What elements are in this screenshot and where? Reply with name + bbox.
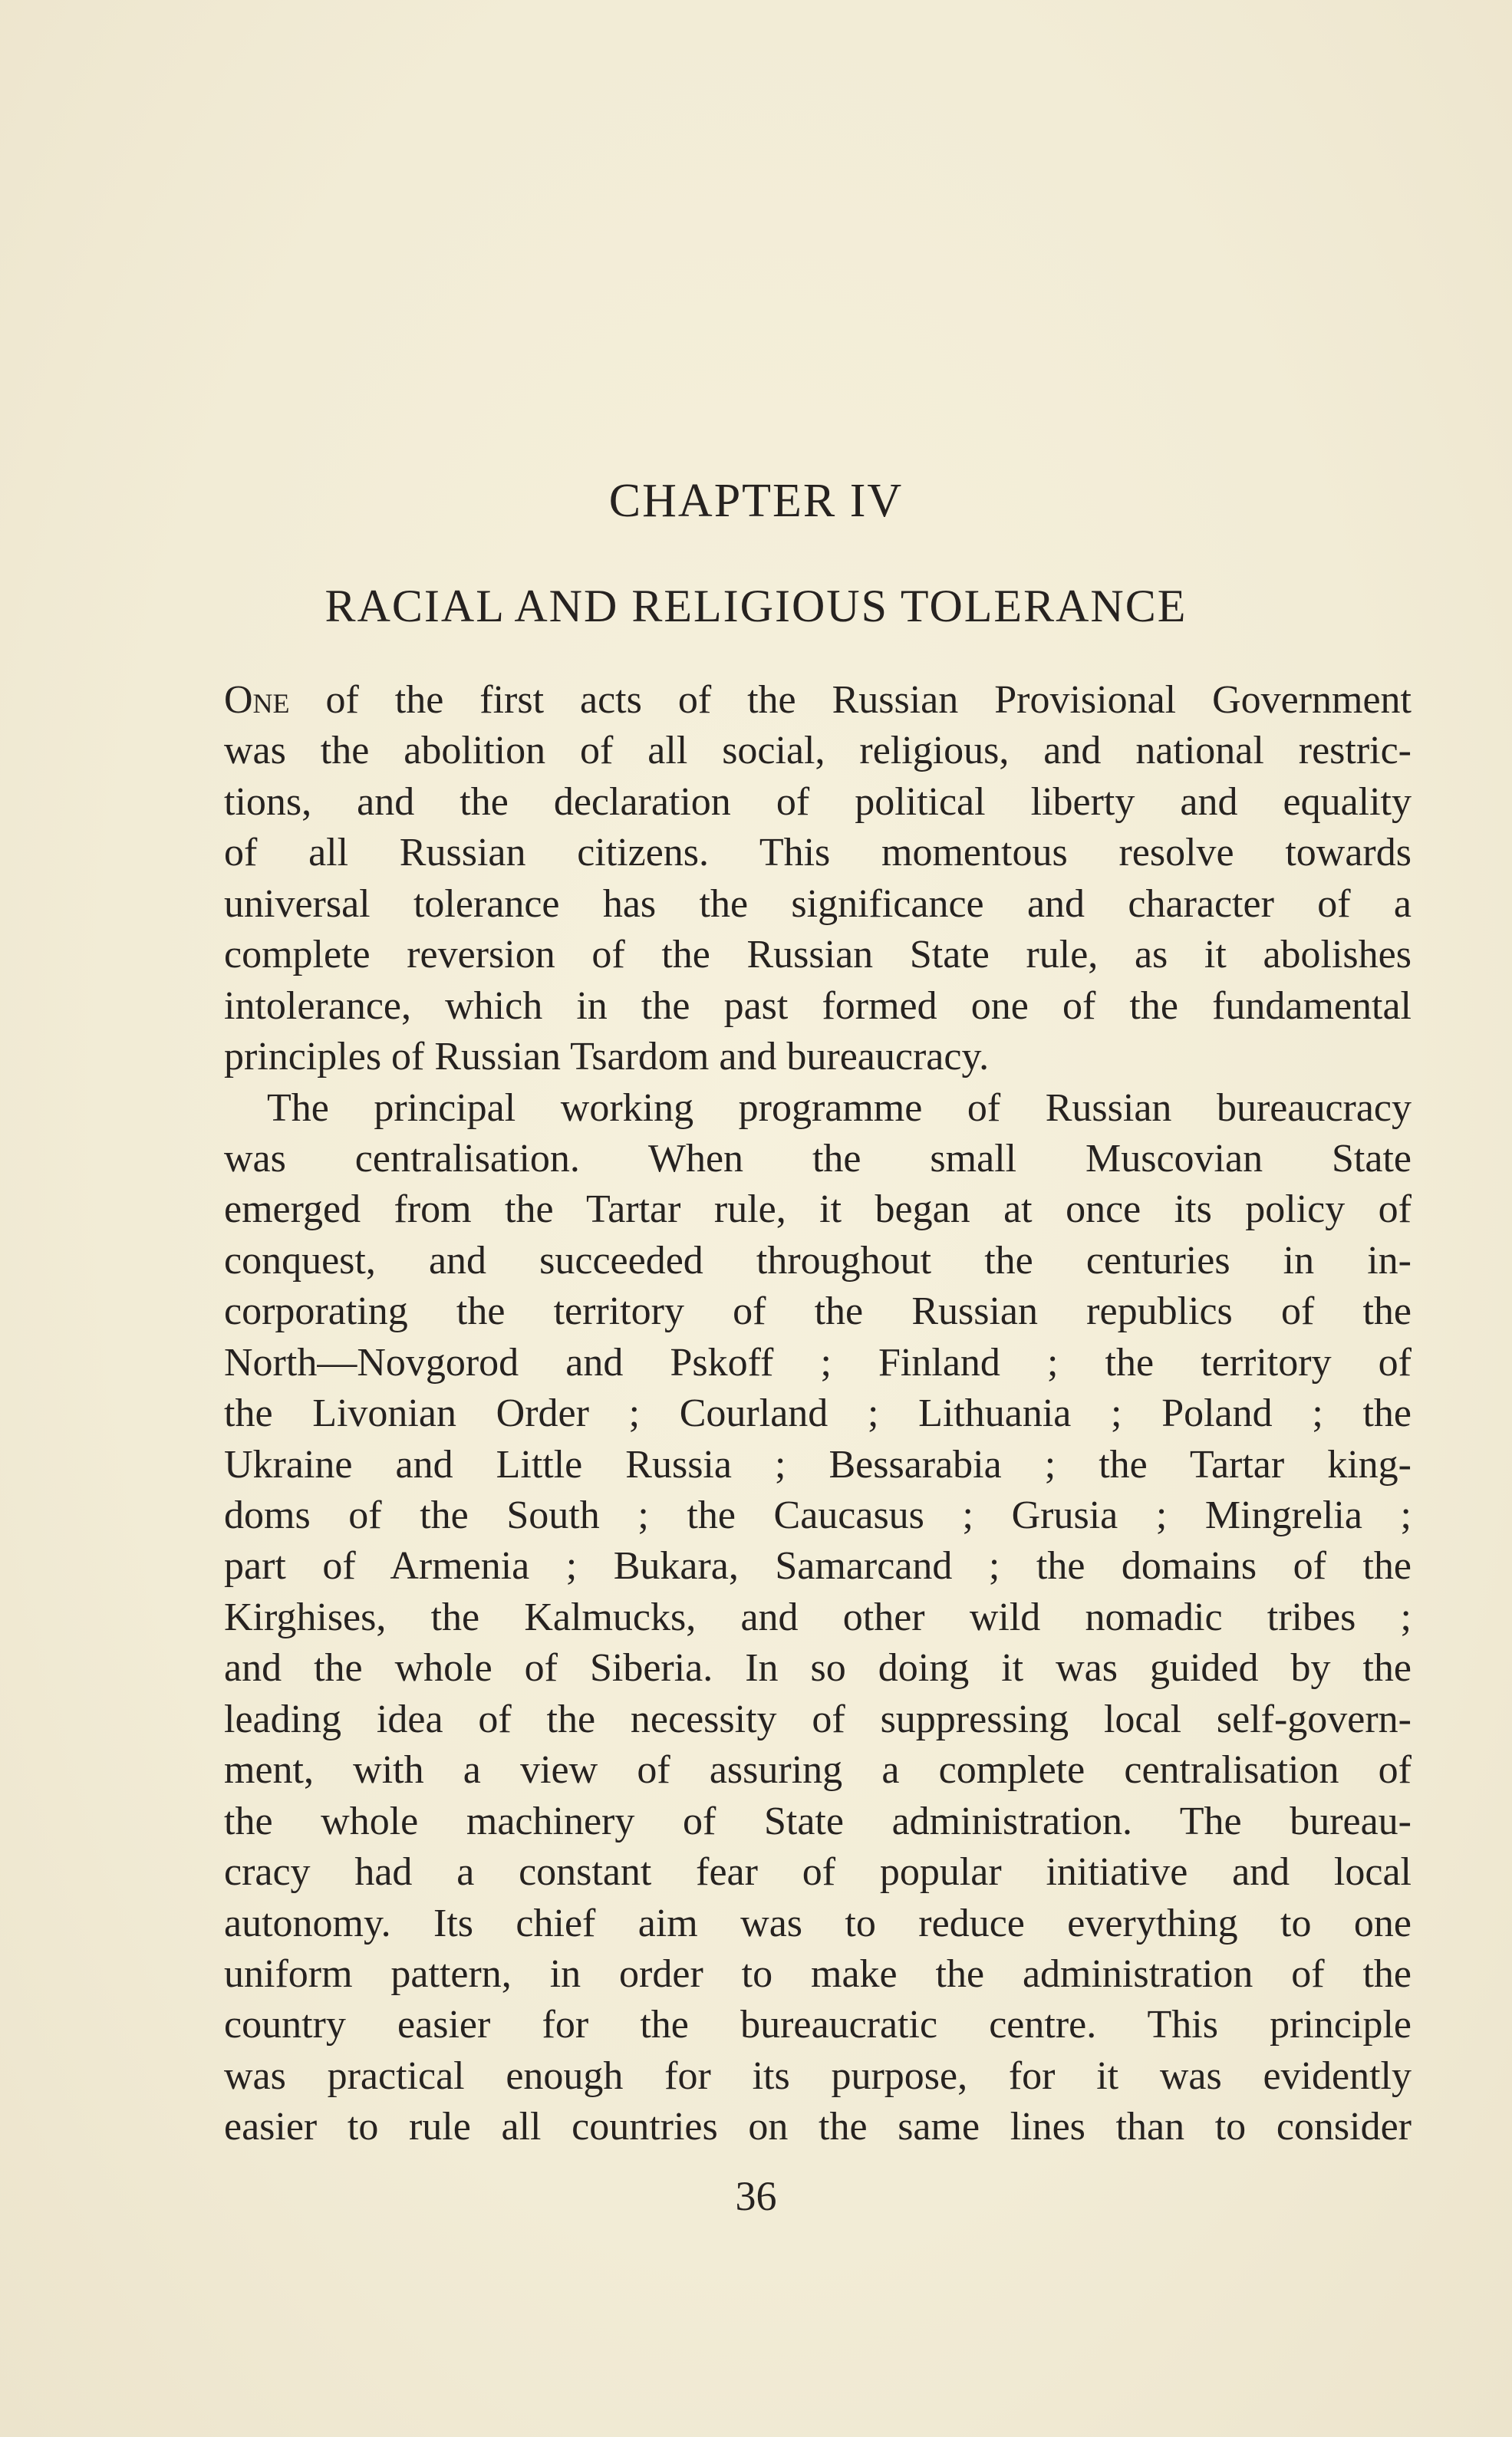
body-text	[224, 675, 1412, 2153]
text-line: principles of Russian Tsardom and bureaucracy.	[224, 1035, 990, 1079]
text-line: leading idea of the necessity of suppressing local self-govern-	[224, 1697, 1412, 1741]
text-line: was the abolition of all social, religious, and national restric-	[224, 729, 1412, 773]
text-line-content: of the first acts of the Russian Provisional Government	[325, 678, 1412, 722]
text-line: uniform pattern, in order to make the administration of the	[224, 1951, 1412, 1996]
text-line: part of Armenia ; Bukara, Samarcand ; the domains of the	[224, 1544, 1412, 1589]
text-line: the Livonian Order ; Courland ; Lithuania ; Poland ; the	[224, 1391, 1412, 1436]
text-line: emerged from the Tartar rule, it began at once its policy of	[224, 1187, 1412, 1232]
text-line: conquest, and succeeded throughout the centuries in in-	[224, 1238, 1412, 1283]
text-line: The principal working programme of Russian bureaucracy	[267, 1085, 1412, 1130]
text-line: cracy had a constant fear of popular initiative and local	[224, 1850, 1412, 1895]
text-line: the whole machinery of State administration. The bureau-	[224, 1799, 1412, 1843]
text-line: Ukraine and Little Russia ; Bessarabia ; the Tartar king-	[224, 1442, 1412, 1487]
paragraph-2	[224, 1083, 1412, 2153]
lead-word: One	[224, 678, 290, 722]
chapter-number: CHAPTER IV	[608, 475, 904, 527]
page-number: 36	[735, 2173, 777, 2219]
text-line: North—Novgorod and Pskoff ; Finland ; the territory of	[224, 1340, 1412, 1385]
text-line: easier to rule all countries on the same lines than to consider	[224, 2105, 1412, 2149]
text-line: doms of the South ; the Caucasus ; Grusia ; Mingrelia ;	[224, 1493, 1412, 1537]
text-line: of all Russian citizens. This momentous resolve towards	[224, 831, 1412, 875]
text-line: was centralisation. When the small Muscovian State	[224, 1136, 1412, 1181]
text-line: intolerance, which in the past formed one of the fundamental	[224, 983, 1412, 1028]
text-line: tions, and the declaration of political liberty and equality	[224, 779, 1412, 824]
text-line: and the whole of Siberia. In so doing it was guided by the	[224, 1646, 1412, 1691]
text-line: complete reversion of the Russian State rule, as it abolishes	[224, 933, 1412, 977]
text-line: Kirghises, the Kalmucks, and other wild nomadic tribes ;	[224, 1595, 1412, 1639]
text-line: country easier for the bureaucratic centre. This principle	[224, 2003, 1412, 2047]
text-line: universal tolerance has the significance and character of a	[224, 881, 1412, 926]
text-line: autonomy. Its chief aim was to reduce everything to one	[224, 1901, 1412, 1945]
text-line	[224, 675, 1412, 726]
text-line: corporating the territory of the Russian republics of the	[224, 1289, 1412, 1334]
text-line: was practical enough for its purpose, for it was evidently	[224, 2053, 1412, 2098]
chapter-title: RACIAL AND RELIGIOUS TOLERANCE	[324, 581, 1188, 631]
paragraph-1	[224, 675, 1412, 1083]
text-line: ment, with a view of assuring a complete centralisation of	[224, 1748, 1412, 1793]
